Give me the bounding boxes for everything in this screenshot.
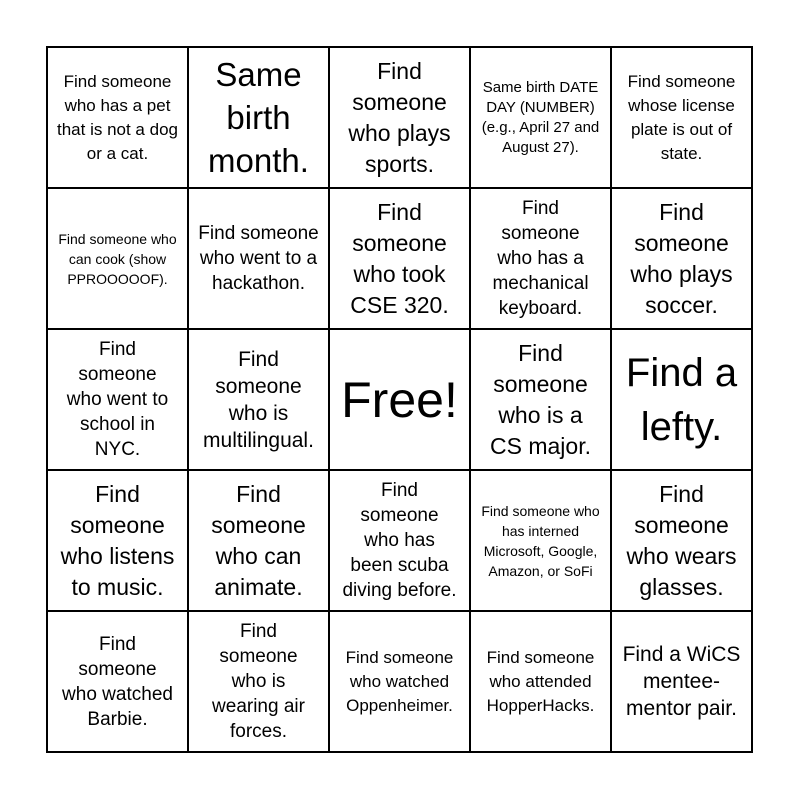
bingo-cell[interactable]	[47, 188, 188, 329]
bingo-cell[interactable]	[611, 47, 752, 188]
bingo-cell[interactable]	[47, 611, 188, 752]
cell-text: Find someone whose license plate is out of state.	[627, 71, 736, 163]
bingo-cell[interactable]	[470, 611, 611, 752]
cell-text: Find someone who went to a hackathon.	[198, 223, 319, 294]
cell-text: Find someone who can animate.	[211, 480, 306, 600]
bingo-cell[interactable]	[47, 329, 188, 470]
bingo-cell[interactable]	[611, 611, 752, 752]
cell-text: Find someone who is a CS major.	[490, 339, 591, 459]
cell-text: Find someone who has a pet that is not a dog or a cat.	[57, 71, 178, 163]
cell-text: Find someone who plays soccer.	[630, 198, 733, 318]
cell-text: Find someone who watched Oppenheimer.	[345, 647, 454, 715]
cell-text: Find someone who went to school in NYC.	[66, 339, 169, 460]
bingo-cell[interactable]	[470, 47, 611, 188]
cell-text: Find someone who watched Barbie.	[62, 633, 173, 730]
cell-text: Find someone who plays sports.	[348, 57, 451, 177]
bingo-cell[interactable]	[329, 611, 470, 752]
bingo-cell[interactable]	[188, 329, 329, 470]
cell-text: Find someone who has a mechanical keyboard.	[492, 198, 589, 319]
free-space[interactable]	[329, 329, 470, 470]
cell-text: Find a WiCS mentee-mentor pair.	[622, 643, 741, 720]
cell-text: Find someone who can cook (show PPROOOOOF).	[58, 230, 177, 287]
bingo-cell[interactable]	[470, 188, 611, 329]
bingo-cell[interactable]	[47, 470, 188, 611]
cell-text: Find a lefty.	[625, 350, 738, 449]
bingo-cell[interactable]	[329, 188, 470, 329]
bingo-cell[interactable]	[188, 470, 329, 611]
bingo-cell[interactable]	[470, 329, 611, 470]
cell-text: Find someone who wears glasses.	[626, 480, 737, 600]
bingo-cell[interactable]	[47, 47, 188, 188]
bingo-cell[interactable]	[329, 47, 470, 188]
cell-text: Find someone who is multilingual.	[203, 347, 314, 452]
cell-text: Same birth month.	[208, 56, 309, 179]
bingo-cell[interactable]	[470, 470, 611, 611]
bingo-cell[interactable]	[329, 470, 470, 611]
cell-text: Find someone who listens to music.	[60, 480, 175, 600]
cell-text: Find someone who has been scuba diving before.	[342, 480, 457, 601]
cell-text: Same birth DATE DAY (NUMBER) (e.g., April 27 and August 27).	[481, 78, 600, 156]
bingo-cell[interactable]	[611, 329, 752, 470]
cell-text: Find someone who attended HopperHacks.	[486, 647, 595, 715]
cell-text: Find someone who is wearing air forces.	[212, 621, 305, 742]
bingo-board	[46, 46, 753, 753]
bingo-cell[interactable]	[611, 188, 752, 329]
bingo-cell[interactable]	[188, 611, 329, 752]
bingo-cell[interactable]	[188, 188, 329, 329]
cell-text: Find someone who took CSE 320.	[350, 198, 449, 318]
bingo-cell[interactable]	[611, 470, 752, 611]
bingo-cell[interactable]	[188, 47, 329, 188]
cell-text: Free!	[341, 371, 458, 428]
cell-text: Find someone who has interned Microsoft, Google, Amazon, or SoFi	[481, 502, 600, 579]
